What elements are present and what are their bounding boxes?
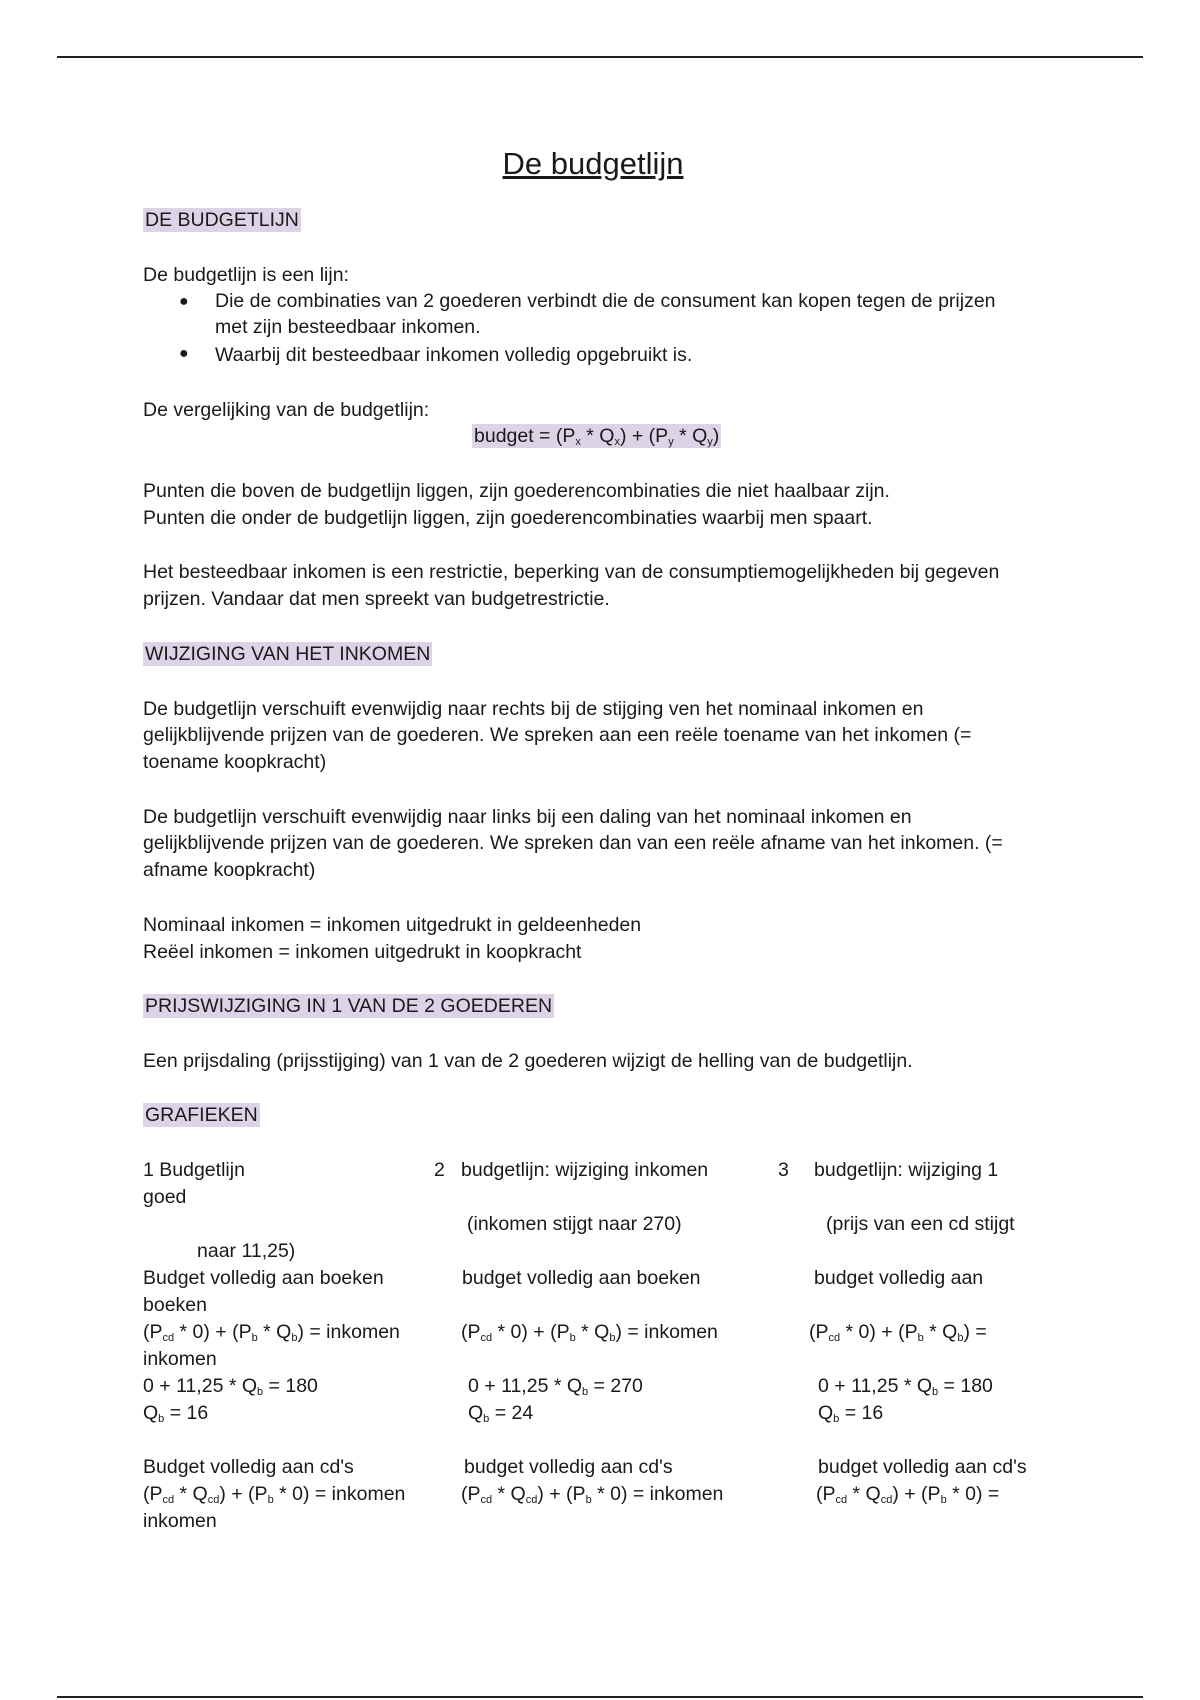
equation-label: De vergelijking van de budgetlijn: <box>143 399 430 421</box>
col2-cds-equation: $(P_{cd} * Q_{cd}) + (P_b * 0)$ = inkomen <box>461 1483 724 1506</box>
col1-goed: goed <box>143 1186 187 1208</box>
section-heading-grafieken: GRAFIEKEN <box>145 1104 258 1126</box>
paragraph-rechts-line-2: gelijkblijvende prijzen van de goederen. We spreken aan een reële toename van het inkomen (= <box>143 724 972 746</box>
col1-books-label: Budget volledig aan boeken <box>143 1267 384 1289</box>
col1-cds-label: Budget volledig aan cd's <box>143 1456 354 1478</box>
bullet-icon: ● <box>179 293 189 310</box>
col2-subtitle: (inkomen stijgt naar 270) <box>467 1213 682 1235</box>
section-heading-prijswijziging: PRIJSWIJZIGING IN 1 VAN DE 2 GOEDEREN <box>145 995 553 1017</box>
paragraph-restriction-line-1: Het besteedbaar inkomen is een restrictie, beperking van de consumptiemogelijkheden bij gegeven <box>143 561 1000 583</box>
bullet-2: Waarbij dit besteedbaar inkomen volledig opgebruikt is. <box>215 344 693 366</box>
paragraph-rechts-line-3: toename koopkracht) <box>143 751 327 773</box>
col3-calculation: $0 + 11,25 * Q_b = 180$ <box>818 1375 993 1398</box>
budget-equation: budget = $(P_x * Q_x) + (P_y * Q_y)$ <box>474 425 720 448</box>
col1-inkomen-wrap: inkomen <box>143 1348 217 1370</box>
col1-calculation: $0 + 11,25 * Q_b = 180$ <box>143 1375 318 1398</box>
bullet-1-line-2: met zijn besteedbaar inkomen. <box>215 316 481 338</box>
col3-result: $Q_b = 16$ <box>818 1402 884 1425</box>
col3-title: budgetlijn: wijziging 1 <box>814 1159 999 1181</box>
col3-cds-equation: $(P_{cd} * Q_{cd}) + (P_b * 0)$ = <box>816 1483 1000 1506</box>
col2-books-equation: $(P_{cd} * 0) + (P_b * Q_b)$ = inkomen <box>461 1321 718 1344</box>
col2-calculation: $0 + 11,25 * Q_b = 270$ <box>468 1375 643 1398</box>
header-rule <box>57 56 1143 58</box>
col1-cds-wrap: inkomen <box>143 1510 217 1532</box>
col1-naar: naar 11,25) <box>197 1240 296 1262</box>
col2-result: $Q_b = 24$ <box>468 1402 534 1425</box>
col3-books-label: budget volledig aan <box>814 1267 984 1289</box>
col2-books-label: budget volledig aan boeken <box>462 1267 701 1289</box>
section-heading-inkomen: WIJZIGING VAN HET INKOMEN <box>145 643 431 665</box>
col2-cds-label: budget volledig aan cd's <box>464 1456 673 1478</box>
paragraph-links-line-1: De budgetlijn verschuift evenwijdig naar links bij een daling van het nominaal inkomen en <box>143 806 912 828</box>
col2-title: budgetlijn: wijziging inkomen <box>461 1159 709 1181</box>
col1-title: 1 Budgetlijn <box>143 1159 245 1181</box>
paragraph-above: Punten die boven de budgetlijn liggen, zijn goederencombinaties die niet haalbaar zijn. <box>143 480 890 502</box>
col2-number: 2 <box>434 1159 445 1181</box>
paragraph-links-line-3: afname koopkracht) <box>143 859 316 881</box>
col1-books-equation: $(P_{cd} * 0) + (P_b * Q_b)$ = inkomen <box>143 1321 400 1344</box>
col3-books-equation: $(P_{cd} * 0) + (P_b * Q_b)$ = <box>809 1321 987 1344</box>
col3-cds-label: budget volledig aan cd's <box>818 1456 1027 1478</box>
paragraph-links-line-2: gelijkblijvende prijzen van de goederen. We spreken dan van een reële afname van het inkomen. (= <box>143 832 1003 854</box>
paragraph-below: Punten die onder de budgetlijn liggen, zijn goederencombinaties waarbij men spaart. <box>143 507 873 529</box>
page-title: De budgetlijn <box>502 146 684 181</box>
bullet-icon: ● <box>179 345 189 362</box>
intro-text: De budgetlijn is een lijn: <box>143 264 349 286</box>
paragraph-rechts-line-1: De budgetlijn verschuift evenwijdig naar rechts bij de stijging ven het nominaal inkomen en <box>143 698 924 720</box>
footer-rule <box>57 1696 1143 1698</box>
col1-cds-equation: $(P_{cd} * Q_{cd}) + (P_b * 0)$ = inkomen <box>143 1483 406 1506</box>
col3-subtitle: (prijs van een cd stijgt <box>826 1213 1015 1235</box>
col3-number: 3 <box>778 1159 789 1181</box>
definition-nominaal: Nominaal inkomen = inkomen uitgedrukt in geldeenheden <box>143 914 642 936</box>
col1-result: $Q_b = 16$ <box>143 1402 209 1425</box>
paragraph-restriction-line-2: prijzen. Vandaar dat men spreekt van budgetrestrictie. <box>143 588 610 610</box>
bullet-1-line-1: Die de combinaties van 2 goederen verbindt die de consument kan kopen tegen de prijzen <box>215 290 996 312</box>
section-heading-budgetlijn: DE BUDGETLIJN <box>145 209 299 231</box>
col1-books-wrap: boeken <box>143 1294 207 1316</box>
paragraph-prijsdaling: Een prijsdaling (prijsstijging) van 1 van de 2 goederen wijzigt de helling van de budgetlijn. <box>143 1050 913 1072</box>
definition-reeel: Reëel inkomen = inkomen uitgedrukt in koopkracht <box>143 941 582 963</box>
